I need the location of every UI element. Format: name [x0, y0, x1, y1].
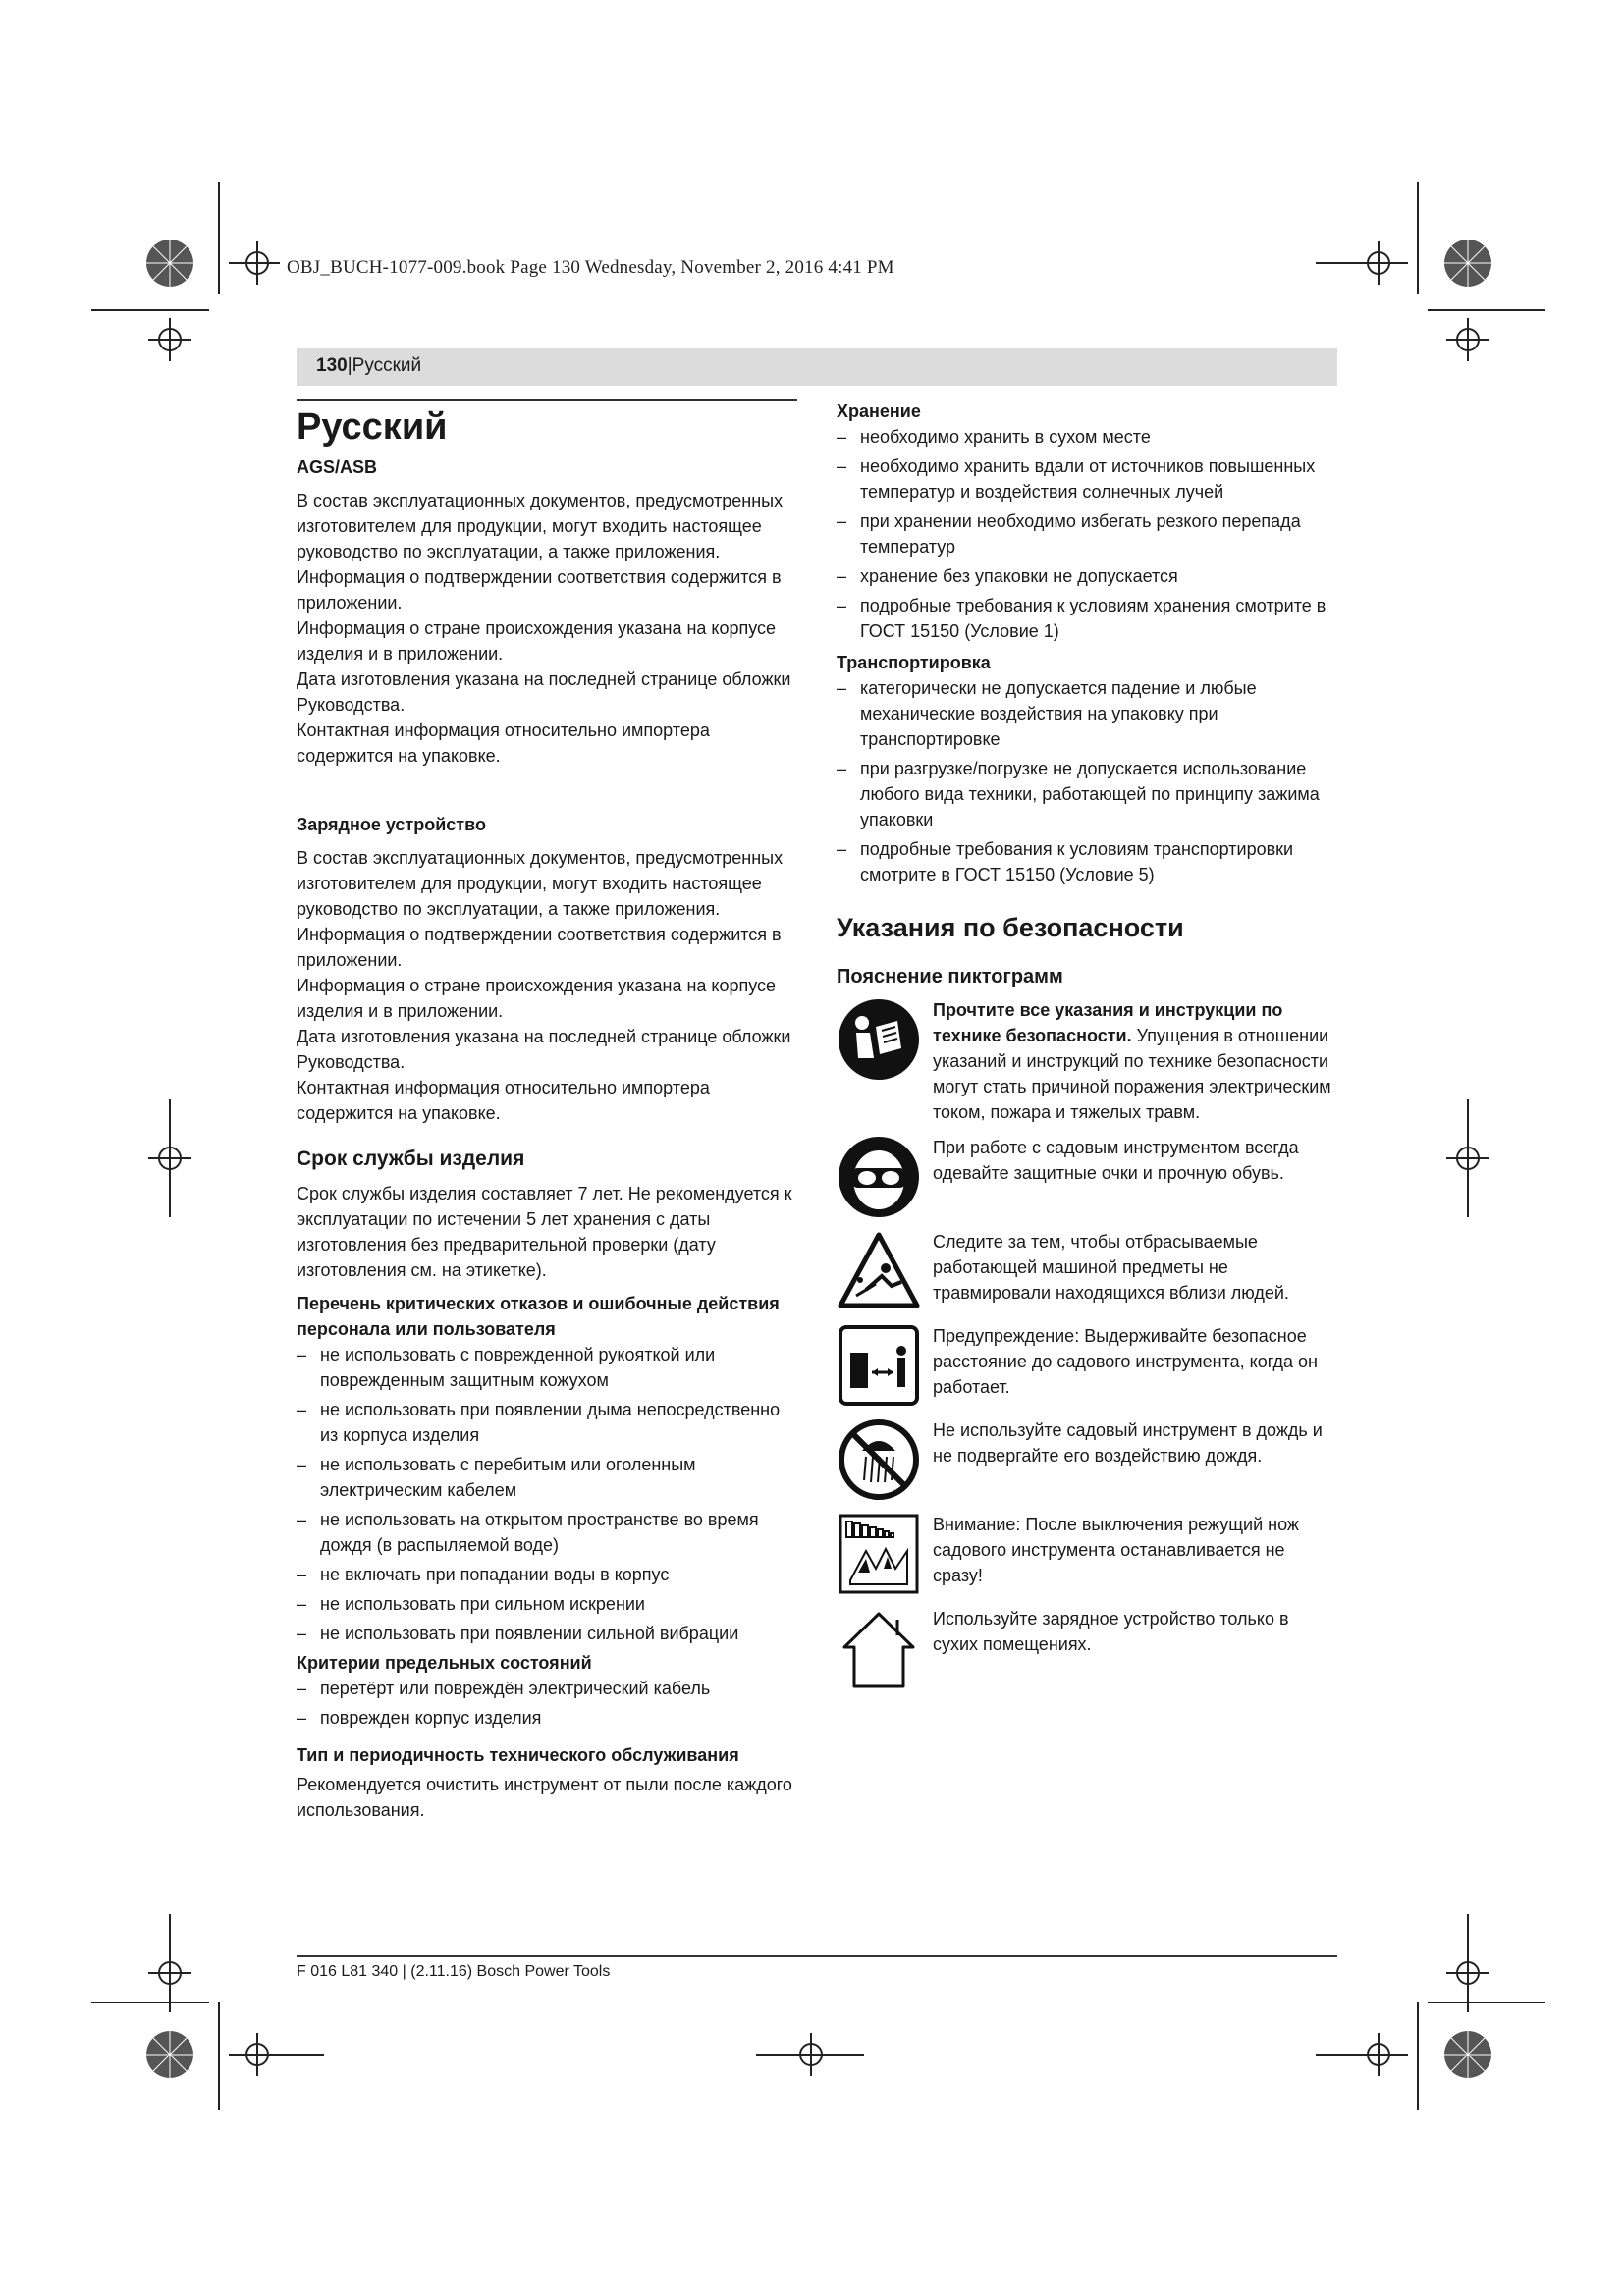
pictogram-text: Не используйте садовый инструмент в дождь и не подвергайте его воздействию дождя.	[933, 1420, 1323, 1466]
pictogram-row	[837, 1229, 1337, 1313]
charger-paragraph: Информация о стране происхождения указана на корпусе изделия и в приложении.	[297, 976, 777, 1021]
pictogram-text: При работе с садовым инструментом всегда одевайте защитные очки и прочную обувь.	[933, 1138, 1299, 1183]
safety-goggles-icon	[837, 1135, 921, 1219]
thrown-objects-warning-icon	[837, 1229, 921, 1313]
storage-list	[837, 424, 1337, 644]
charger-paragraph: Информация о подтверждении соответствия содержится в приложении.	[297, 925, 782, 970]
pictogram-row	[837, 1323, 1337, 1408]
subtitle-ags: AGS/ASB	[297, 457, 378, 477]
maintenance-text: Рекомендуется очистить инструмент от пыли после каждого использования.	[297, 1775, 792, 1820]
no-rain-icon	[837, 1417, 921, 1502]
pictogram-row	[837, 1417, 1337, 1502]
list-item: – хранение без упаковки не допускается	[837, 563, 1337, 589]
safety-heading: Указания по безопасности	[837, 913, 1184, 942]
failures-heading: Перечень критических отказов и ошибочные действия персонала или пользователя	[297, 1294, 780, 1339]
service-life-heading: Срок службы изделия	[297, 1148, 525, 1170]
printer-info: OBJ_BUCH-1077-009.book Page 130 Wednesday, November 2, 2016 4:41 PM	[287, 257, 894, 278]
pictogram-row	[837, 1606, 1337, 1690]
page-title: Русский	[297, 406, 448, 448]
pictogram-text: Упущения в отношении указаний и инструкций по технике безопасности могут стать причиной поражения электрическим током, пожара и тяжелых травм.	[933, 1026, 1331, 1122]
page-header	[297, 348, 1337, 386]
list-item: – не включать при попадании воды в корпус	[297, 1562, 797, 1587]
keep-distance-icon	[837, 1323, 921, 1408]
service-life-text: Срок службы изделия составляет 7 лет. Не рекомендуется к эксплуатации по истечении 5 лет хранения с даты изготовления без предварительной проверки (дату изготовления см. на этикетке).	[297, 1184, 792, 1280]
title-rule	[297, 399, 797, 401]
header-section: Русский	[352, 355, 422, 376]
ags-paragraph: Информация о стране происхождения указана на корпусе изделия и в приложении.	[297, 618, 777, 664]
list-item: – не использовать с перебитым или оголенным электрическим кабелем	[297, 1452, 797, 1503]
list-item: – не использовать при сильном искрении	[297, 1591, 797, 1617]
maintenance-heading: Тип и периодичность технического обслуживания	[297, 1745, 739, 1765]
subtitle-charger: Зарядное устройство	[297, 815, 486, 834]
charger-paragraph: В состав эксплуатационных документов, предусмотренных изготовителем для продукции, могут входить настоящее руководство по эксплуатации, а также приложения.	[297, 848, 784, 919]
pictogram-bold-text: Прочтите все указания и инструкции по технике безопасности.	[933, 1000, 1283, 1045]
failures-list	[297, 1342, 797, 1646]
footer-rule	[297, 1955, 1337, 1957]
pictogram-row	[837, 1135, 1337, 1219]
ags-paragraph: Информация о подтверждении соответствия содержится в приложении.	[297, 567, 782, 613]
header-text	[316, 355, 421, 377]
ags-paragraph: Дата изготовления указана на последней странице обложки Руководства.	[297, 669, 791, 715]
list-item: – подробные требования к условиям транспортировки смотрите в ГОСТ 15150 (Условие 5)	[837, 836, 1337, 887]
list-item: – необходимо хранить вдали от источников повышенных температур и воздействия солнечных лучей	[837, 454, 1337, 505]
blade-rundown-icon	[837, 1512, 921, 1596]
pictogram-text: Предупреждение: Выдерживайте безопасное расстояние до садового инструмента, когда он работает.	[933, 1326, 1318, 1397]
page-number: 130	[316, 355, 348, 376]
list-item: – не использовать с поврежденной рукояткой или поврежденным защитным кожухом	[297, 1342, 797, 1393]
transport-heading: Транспортировка	[837, 653, 991, 672]
header-separator: |	[347, 355, 352, 376]
ags-paragraph: В состав эксплуатационных документов, предусмотренных изготовителем для продукции, могут входить настоящее руководство по эксплуатации, а также приложения.	[297, 491, 784, 561]
list-item: – поврежден корпус изделия	[297, 1705, 797, 1731]
list-item: – не использовать при появлении дыма непосредственно из корпуса изделия	[297, 1397, 797, 1448]
limit-heading: Критерии предельных состояний	[297, 1653, 592, 1673]
storage-heading: Хранение	[837, 401, 921, 421]
list-item: – категорически не допускается падение и любые механические воздействия на упаковку при транспортировке	[837, 675, 1337, 752]
ags-paragraph: Контактная информация относительно импортера содержится на упаковке.	[297, 721, 710, 766]
list-item: – при разгрузке/погрузке не допускается использование любого вида техники, работающей по принципу зажима упаковки	[837, 756, 1337, 832]
charger-paragraph: Контактная информация относительно импортера содержится на упаковке.	[297, 1078, 710, 1123]
list-item: – не использовать при появлении сильной вибрации	[297, 1621, 797, 1646]
pictogram-row	[837, 997, 1337, 1125]
pictogram-row	[837, 1512, 1337, 1596]
list-item: – перетёрт или повреждён электрический кабель	[297, 1676, 797, 1701]
limit-list	[297, 1676, 797, 1731]
left-column	[297, 399, 797, 1823]
list-item: – при хранении необходимо избегать резкого перепада температур	[837, 508, 1337, 560]
pictograms-heading: Пояснение пиктограмм	[837, 966, 1063, 988]
pictogram-text: Следите за тем, чтобы отбрасываемые работающей машиной предметы не травмировали находящихся вблизи людей.	[933, 1232, 1289, 1303]
list-item: – подробные требования к условиям хранения смотрите в ГОСТ 15150 (Условие 1)	[837, 593, 1337, 644]
pictogram-text: Внимание: После выключения режущий нож садового инструмента останавливается не сразу!	[933, 1515, 1299, 1585]
list-item: – не использовать на открытом пространстве во время дождя (в распыляемой воде)	[297, 1507, 797, 1558]
read-manual-icon	[837, 997, 921, 1082]
list-item: – необходимо хранить в сухом месте	[837, 424, 1337, 450]
charger-paragraph: Дата изготовления указана на последней странице обложки Руководства.	[297, 1027, 791, 1072]
right-column	[837, 399, 1337, 1700]
transport-list	[837, 675, 1337, 887]
pictogram-text: Используйте зарядное устройство только в сухих помещениях.	[933, 1609, 1289, 1654]
footer-text: F 016 L81 340 | (2.11.16) Bosch Power Tools	[297, 1963, 611, 1980]
indoor-use-icon	[837, 1606, 921, 1690]
